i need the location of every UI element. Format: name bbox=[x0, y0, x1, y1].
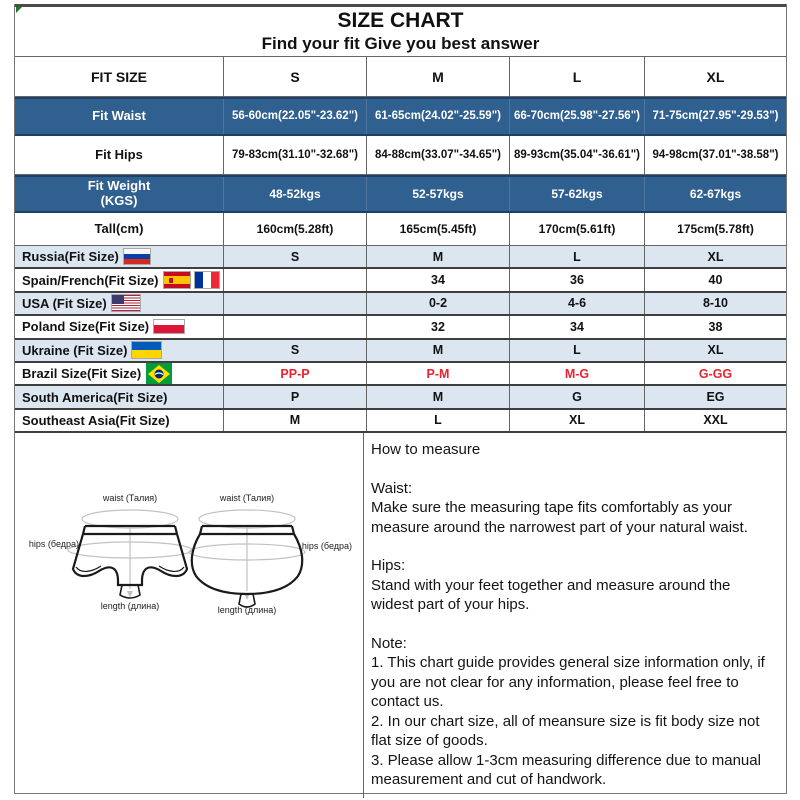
spacer bbox=[371, 615, 774, 634]
south-america-l: G bbox=[509, 386, 644, 407]
fit-weight-s: 48-52kgs bbox=[223, 177, 366, 211]
spain-french-m: 34 bbox=[366, 269, 509, 290]
fit-hips-s: 79-83cm(31.10"-32.68") bbox=[223, 136, 366, 174]
note-item-3: 3. Please allow 1-3cm measuring difference due to manual measurement and cut of handwork. bbox=[371, 751, 761, 789]
fit-waist-m: 61-65cm(24.02"-25.59") bbox=[366, 99, 509, 134]
fit-weight-label-line1: Fit Weight bbox=[87, 178, 151, 194]
usa-l: 4-6 bbox=[509, 293, 644, 314]
header-cell-l: L bbox=[509, 57, 644, 96]
fit-hips-xl: 94-98cm(37.01"-38.58") bbox=[644, 136, 786, 174]
poland-m: 32 bbox=[366, 316, 509, 337]
tall-xl: 175cm(5.78ft) bbox=[644, 213, 786, 245]
waist-instructions: Make sure the measuring tape fits comfortably as your measure around the narrowest part of your natural waist. bbox=[371, 499, 748, 536]
fit-hips-label: Fit Hips bbox=[95, 146, 143, 162]
south-america-m: M bbox=[366, 386, 509, 407]
ukraine-label-cell bbox=[15, 340, 223, 361]
row-fit-waist bbox=[15, 97, 786, 136]
hips-heading: Hips: bbox=[371, 557, 406, 575]
southeast-asia-s: M bbox=[223, 410, 366, 431]
brazil-m: P-M bbox=[366, 363, 509, 384]
ukraine-m: M bbox=[366, 340, 509, 361]
brazil-s: PP-P bbox=[223, 363, 366, 384]
size-chart-sheet bbox=[14, 4, 787, 794]
brazil-xl: G-GG bbox=[644, 363, 786, 384]
spain-flag-icon bbox=[164, 272, 190, 288]
south-america-s: P bbox=[223, 386, 366, 407]
row-tall bbox=[15, 213, 786, 246]
poland-label: Poland Size(Fit Size) bbox=[22, 319, 150, 335]
row-spain-french bbox=[15, 269, 786, 292]
spain-french-xl: 40 bbox=[644, 269, 786, 290]
ukraine-flag-icon bbox=[132, 342, 161, 358]
row-south-america bbox=[15, 386, 786, 409]
fit-weight-label bbox=[15, 177, 223, 211]
russia-l: L bbox=[509, 246, 644, 267]
fit-waist-l: 66-70cm(25.98"-27.56") bbox=[509, 99, 644, 134]
note-item-2: 2. In our chart size, all of meansure size is fit body size not flat size of goods. bbox=[371, 712, 760, 750]
southeast-asia-xl: XXL bbox=[644, 410, 786, 431]
usa-s bbox=[223, 293, 366, 314]
brazil-flag-icon bbox=[146, 363, 172, 384]
row-usa bbox=[15, 293, 786, 316]
waist-label-front: waist (Талия) bbox=[102, 493, 158, 504]
usa-m: 0-2 bbox=[366, 293, 509, 314]
brazil-label: Brazil Size(Fit Size) bbox=[22, 366, 142, 382]
poland-flag-icon bbox=[154, 320, 184, 333]
south-america-label: South America(Fit Size) bbox=[22, 389, 168, 405]
spacer bbox=[371, 460, 774, 479]
ukraine-xl: XL bbox=[644, 340, 786, 361]
spain-french-l: 36 bbox=[509, 269, 644, 290]
hips-label-front: hips (бедра) bbox=[28, 539, 80, 550]
measurement-diagram bbox=[15, 433, 364, 798]
tall-label: Tall(cm) bbox=[94, 220, 144, 236]
fit-weight-label-line2: (KGS) bbox=[100, 193, 138, 208]
brazil-label-cell bbox=[15, 363, 223, 384]
row-russia bbox=[15, 246, 786, 269]
how-to-measure-panel bbox=[364, 433, 786, 798]
header-cell-m: M bbox=[366, 57, 509, 96]
russia-flag-icon bbox=[124, 249, 150, 264]
spacer bbox=[371, 537, 774, 556]
ukraine-l: L bbox=[509, 340, 644, 361]
south-america-xl: EG bbox=[644, 386, 786, 407]
usa-label-cell bbox=[15, 293, 223, 314]
length-label-front: length (длина) bbox=[100, 601, 160, 612]
row-ukraine bbox=[15, 340, 786, 363]
fit-weight-l: 57-62kgs bbox=[509, 177, 644, 211]
table-header-row bbox=[15, 57, 786, 97]
spain-french-s bbox=[223, 269, 366, 290]
tall-l: 170cm(5.61ft) bbox=[509, 213, 644, 245]
spain-french-label: Spain/French(Fit Size) bbox=[22, 272, 159, 288]
note-heading: Note: bbox=[371, 634, 407, 652]
russia-m: M bbox=[366, 246, 509, 267]
bottom-section bbox=[15, 433, 786, 793]
fit-waist-label: Fit Waist bbox=[92, 108, 146, 124]
poland-xl: 38 bbox=[644, 316, 786, 337]
hips-instructions: Stand with your feet together and measure around the widest part of your hips. bbox=[371, 576, 731, 614]
row-southeast-asia bbox=[15, 410, 786, 433]
russia-s: S bbox=[223, 246, 366, 267]
row-brazil bbox=[15, 363, 786, 386]
ukraine-label: Ukraine (Fit Size) bbox=[22, 342, 128, 358]
southeast-asia-label: Southeast Asia(Fit Size) bbox=[22, 412, 170, 428]
brazil-l: M-G bbox=[509, 363, 644, 384]
page-subtitle: Find your fit Give you best answer bbox=[261, 34, 540, 53]
southeast-asia-m: L bbox=[366, 410, 509, 431]
spain-french-label-cell bbox=[15, 269, 223, 290]
title-box bbox=[15, 4, 786, 57]
header-cell-s: S bbox=[223, 57, 366, 96]
note-item-1: 1. This chart guide provides general size information only, if you are not clear for any information, please feel free to contact us. bbox=[371, 654, 765, 711]
how-to-measure-title: How to measure bbox=[371, 441, 481, 459]
france-flag-icon bbox=[195, 272, 219, 288]
poland-s bbox=[223, 316, 366, 337]
southeast-asia-l: XL bbox=[509, 410, 644, 431]
southeast-asia-label-cell bbox=[15, 410, 223, 431]
fit-hips-l: 89-93cm(35.04"-36.61") bbox=[509, 136, 644, 174]
waist-heading: Waist: bbox=[371, 479, 413, 497]
row-fit-hips bbox=[15, 136, 786, 175]
russia-label-cell bbox=[15, 246, 223, 267]
russia-xl: XL bbox=[644, 246, 786, 267]
fit-waist-xl: 71-75cm(27.95"-29.53") bbox=[644, 99, 786, 134]
russia-label: Russia(Fit Size) bbox=[22, 249, 119, 265]
sheet-corner-marker bbox=[16, 7, 22, 13]
usa-label: USA (Fit Size) bbox=[22, 295, 107, 311]
row-fit-weight bbox=[15, 175, 786, 213]
row-poland bbox=[15, 316, 786, 339]
ukraine-s: S bbox=[223, 340, 366, 361]
hips-label-back: hips (бедра) bbox=[301, 541, 353, 552]
header-cell-fit-size: FIT SIZE bbox=[91, 68, 147, 85]
fit-waist-s: 56-60cm(22.05"-23.62") bbox=[223, 99, 366, 134]
fit-weight-m: 52-57kgs bbox=[366, 177, 509, 211]
tall-s: 160cm(5.28ft) bbox=[223, 213, 366, 245]
fit-weight-xl: 62-67kgs bbox=[644, 177, 786, 211]
length-label-back: length (длина) bbox=[217, 605, 277, 616]
poland-l: 34 bbox=[509, 316, 644, 337]
waist-label-back: waist (Талия) bbox=[219, 493, 275, 504]
south-america-label-cell bbox=[15, 386, 223, 407]
header-cell-xl: XL bbox=[644, 57, 786, 96]
tall-m: 165cm(5.45ft) bbox=[366, 213, 509, 245]
fit-hips-m: 84-88cm(33.07"-34.65") bbox=[366, 136, 509, 174]
usa-xl: 8-10 bbox=[644, 293, 786, 314]
page-title: SIZE CHART bbox=[337, 9, 464, 32]
poland-label-cell bbox=[15, 316, 223, 337]
usa-flag-icon bbox=[112, 295, 140, 311]
